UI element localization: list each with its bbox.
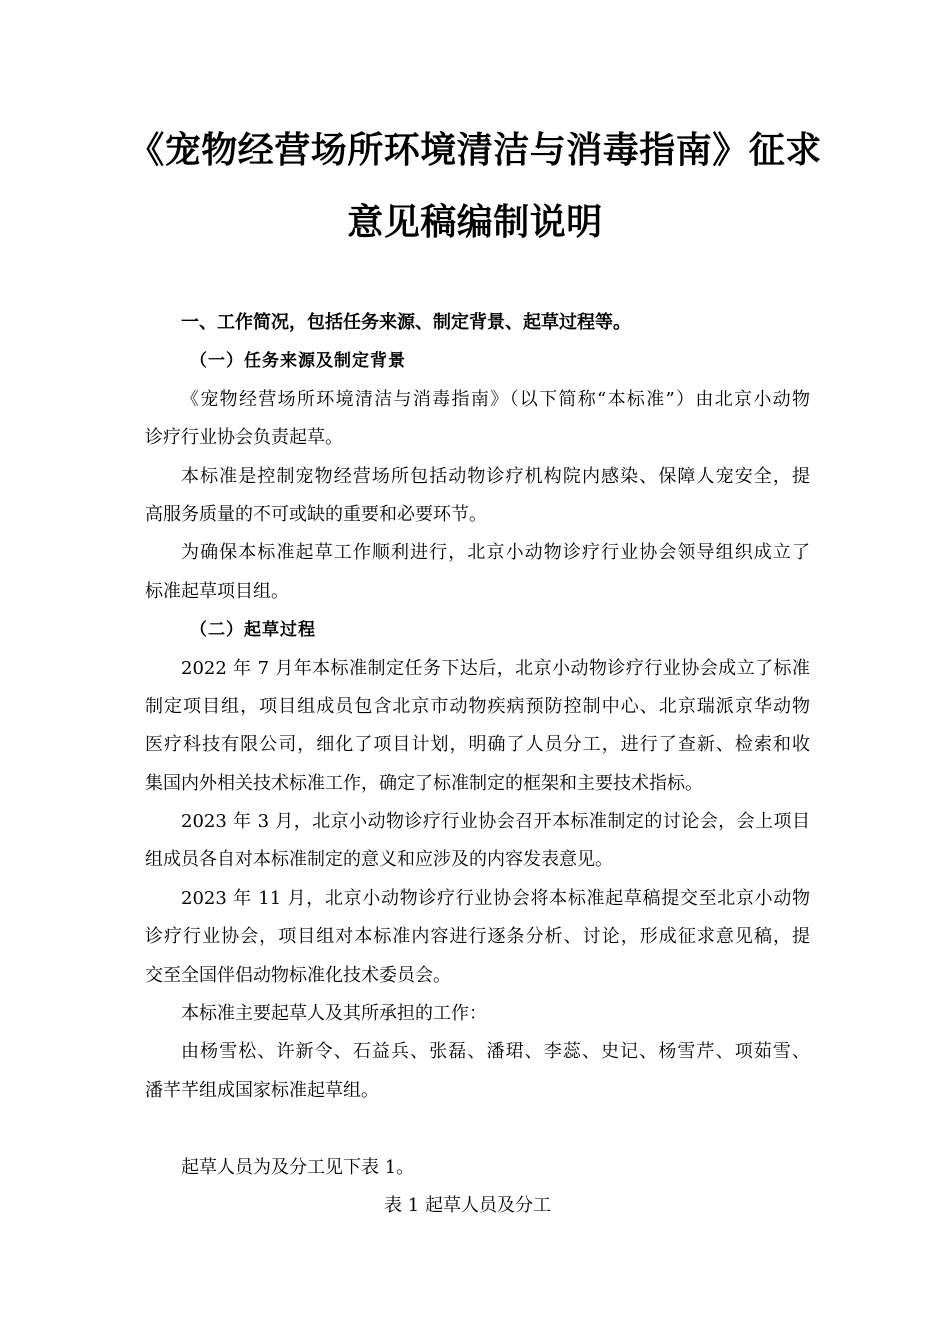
- paragraph-6-line-3: 交至全国伴侣动物标准化技术委员会。: [145, 964, 451, 986]
- subsection-2-heading: （二）起草过程: [190, 620, 316, 641]
- paragraph-3-line-2: 标准起草项目组。: [145, 580, 289, 602]
- paragraph-4-line-2: 制定项目组，项目组成员包含北京市动物疾病预防控制中心、北京瑞派京华动物: [145, 695, 810, 717]
- document-title-line-2: 意见稿编制说明: [347, 201, 603, 243]
- paragraph-7-line-1: 本标准主要起草人及其所承担的工作：: [181, 1003, 487, 1025]
- paragraph-5-line-2: 组成员各自对本标准制定的意义和应涉及的内容发表意见。: [145, 849, 613, 871]
- paragraph-4-line-1: 2022 年 7 月年本标准制定任务下达后，北京小动物诊疗行业协会成立了标准: [181, 657, 810, 679]
- paragraph-6-line-1: 2023 年 11 月，北京小动物诊疗行业协会将本标准起草稿提交至北京小动物: [181, 887, 810, 909]
- paragraph-8-line-1: 由杨雪松、许新令、石益兵、张磊、潘珺、李蕊、史记、杨雪芹、项茹雪、: [181, 1041, 810, 1063]
- subsection-1-heading: （一）任务来源及制定背景: [190, 351, 406, 372]
- paragraph-4-line-3: 医疗科技有限公司，细化了项目计划，明确了人员分工，进行了查新、检索和收: [145, 734, 810, 756]
- paragraph-2-line-2: 高服务质量的不可或缺的重要和必要环节。: [145, 503, 487, 525]
- paragraph-2-line-1: 本标准是控制宠物经营场所包括动物诊疗机构院内感染、保障人宠安全，提: [181, 465, 810, 487]
- paragraph-6-line-2: 诊疗行业协会，项目组对本标准内容进行逐条分析、讨论，形成征求意见稿，提: [145, 926, 810, 948]
- paragraph-4-line-4: 集国内外相关技术标准工作，确定了标准制定的框架和主要技术指标。: [145, 772, 703, 794]
- paragraph-1-line-1: 《宠物经营场所环境清洁与消毒指南》（以下简称“本标准”）由北京小动物: [181, 388, 810, 410]
- document-title-line-1: 《宠物经营场所环境清洁与消毒指南》征求: [128, 129, 822, 171]
- section-1-heading: 一、工作简况，包括任务来源、制定背景、起草过程等。: [181, 312, 631, 333]
- table-caption: 表 1 起草人员及分工: [384, 1194, 551, 1216]
- paragraph-3-line-1: 为确保本标准起草工作顺利进行，北京小动物诊疗行业协会领导组织成立了: [181, 542, 810, 564]
- blank-line: [145, 1110, 810, 1148]
- paragraph-1-line-2: 诊疗行业协会负责起草。: [145, 427, 343, 449]
- document-body: [145, 304, 810, 1225]
- paragraph-5-line-1: 2023 年 3 月，北京小动物诊疗行业协会召开本标准制定的讨论会，会上项目: [181, 811, 810, 833]
- paragraph-9-line-1: 起草人员为及分工见下表 1。: [181, 1156, 415, 1178]
- paragraph-8-line-2: 潘芊芊组成国家标准起草组。: [145, 1079, 379, 1101]
